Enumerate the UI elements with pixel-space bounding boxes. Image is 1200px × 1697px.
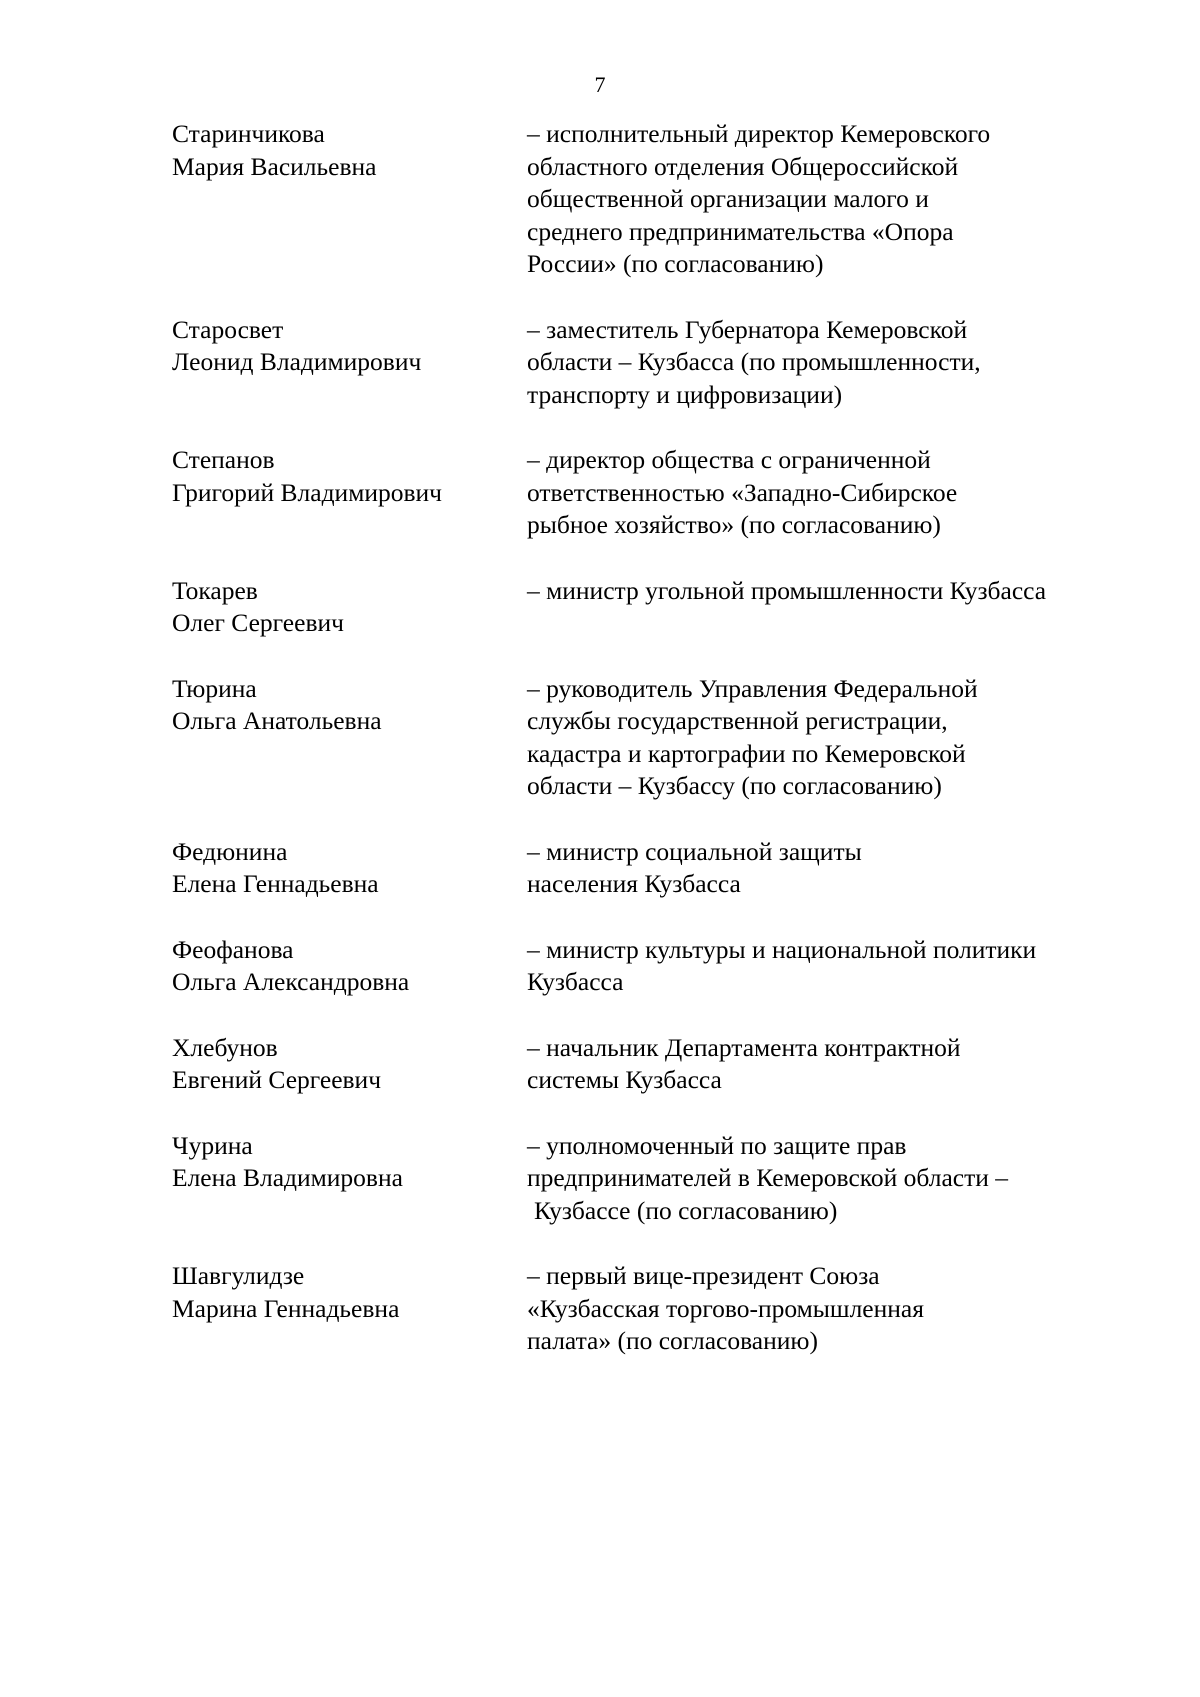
member-surname: Шавгулидзе: [172, 1261, 305, 1290]
role-line: среднего предпринимательства «Опора: [527, 216, 954, 246]
role-line: палата» (по согласованию): [527, 1326, 818, 1355]
member-role: [527, 314, 1172, 412]
role-line: предпринимателей в Кемеровской области –: [527, 1163, 1009, 1192]
member-role: [527, 673, 1172, 803]
member-role: [527, 575, 1172, 608]
member-role: [527, 1130, 1172, 1228]
member-entry: [172, 1032, 1172, 1097]
member-entry: [172, 575, 1172, 640]
member-name: [172, 444, 527, 509]
role-line: – уполномоченный по защите прав: [527, 1130, 907, 1160]
member-name: [172, 934, 527, 999]
role-line: «Кузбасская торгово-промышленная: [527, 1293, 924, 1323]
role-line: Кузбассе (по согласованию): [534, 1195, 838, 1225]
member-role: [527, 1032, 1172, 1097]
role-line: – начальник Департамента контрактной: [527, 1032, 961, 1062]
member-given-names: Елена Владимировна: [172, 1163, 403, 1192]
page-number: 7: [594, 72, 606, 97]
role-line: транспорту и цифровизации): [527, 379, 843, 409]
member-role: [527, 118, 1172, 281]
member-given-names: Леонид Владимирович: [172, 347, 422, 376]
member-entry: [172, 444, 1172, 542]
member-entry: [172, 673, 1172, 803]
role-line: – заместитель Губернатора Кемеровской: [527, 314, 968, 344]
role-line: населения Кузбасса: [527, 869, 741, 898]
member-role: [527, 836, 1172, 901]
role-line: Кузбасса: [527, 967, 624, 996]
role-line: России» (по согласованию): [527, 249, 824, 278]
member-given-names: Ольга Александровна: [172, 967, 410, 996]
member-role: [527, 444, 1172, 542]
role-line: рыбное хозяйство» (по согласованию): [527, 510, 941, 539]
member-role: [527, 1260, 1172, 1358]
member-name: [172, 575, 527, 640]
member-given-names: Олег Сергеевич: [172, 608, 344, 637]
role-line: службы государственной регистрации,: [527, 706, 948, 735]
member-surname: Старинчикова: [172, 119, 325, 148]
member-entry: [172, 1130, 1172, 1228]
member-name: [172, 1260, 527, 1325]
member-surname: Феофанова: [172, 934, 294, 964]
member-surname: Федюнина: [172, 836, 288, 866]
role-line: системы Кузбасса: [527, 1065, 722, 1094]
member-entry: [172, 934, 1172, 999]
role-line: областного отделения Общероссийской: [527, 151, 959, 181]
member-name: [172, 1032, 527, 1097]
member-given-names: Евгений Сергеевич: [172, 1065, 382, 1094]
role-line: общественной организации малого и: [527, 184, 929, 213]
member-entry: [172, 836, 1172, 901]
member-name: [172, 673, 527, 738]
role-line: – министр социальной защиты: [527, 836, 862, 866]
member-name: [172, 836, 527, 901]
member-given-names: Григорий Владимирович: [172, 477, 442, 507]
member-surname: Хлебунов: [172, 1032, 278, 1062]
member-surname: Степанов: [172, 445, 275, 474]
role-line: ответственностью «Западно-Сибирское: [527, 477, 958, 507]
member-role: [527, 934, 1172, 999]
member-surname: Старосвет: [172, 314, 284, 344]
member-surname: Тюрина: [172, 673, 257, 703]
member-name: [172, 314, 527, 379]
member-surname: Токарев: [172, 575, 258, 605]
role-line: – первый вице-президент Союза: [527, 1261, 880, 1290]
role-line: – министр угольной промышленности Кузбасса: [527, 575, 1047, 605]
member-name: [172, 118, 527, 183]
member-given-names: Мария Васильевна: [172, 151, 377, 181]
member-name: [172, 1130, 527, 1195]
member-entry: [172, 1260, 1172, 1358]
member-surname: Чурина: [172, 1130, 253, 1160]
role-line: области – Кузбассу (по согласованию): [527, 771, 942, 800]
member-entry: [172, 314, 1172, 412]
member-given-names: Ольга Анатольевна: [172, 706, 382, 735]
role-line: – руководитель Управления Федеральной: [527, 673, 978, 703]
member-entry: [172, 118, 1172, 281]
member-given-names: Елена Геннадьевна: [172, 869, 379, 898]
role-line: – директор общества с ограниченной: [527, 445, 931, 474]
role-line: области – Кузбасса (по промышленности,: [527, 347, 981, 376]
role-line: кадастра и картографии по Кемеровской: [527, 738, 966, 768]
members-list: [172, 118, 1172, 1358]
role-line: – исполнительный директор Кемеровского: [527, 119, 991, 148]
member-given-names: Марина Геннадьевна: [172, 1293, 400, 1323]
role-line: – министр культуры и национальной политики: [527, 934, 1037, 964]
